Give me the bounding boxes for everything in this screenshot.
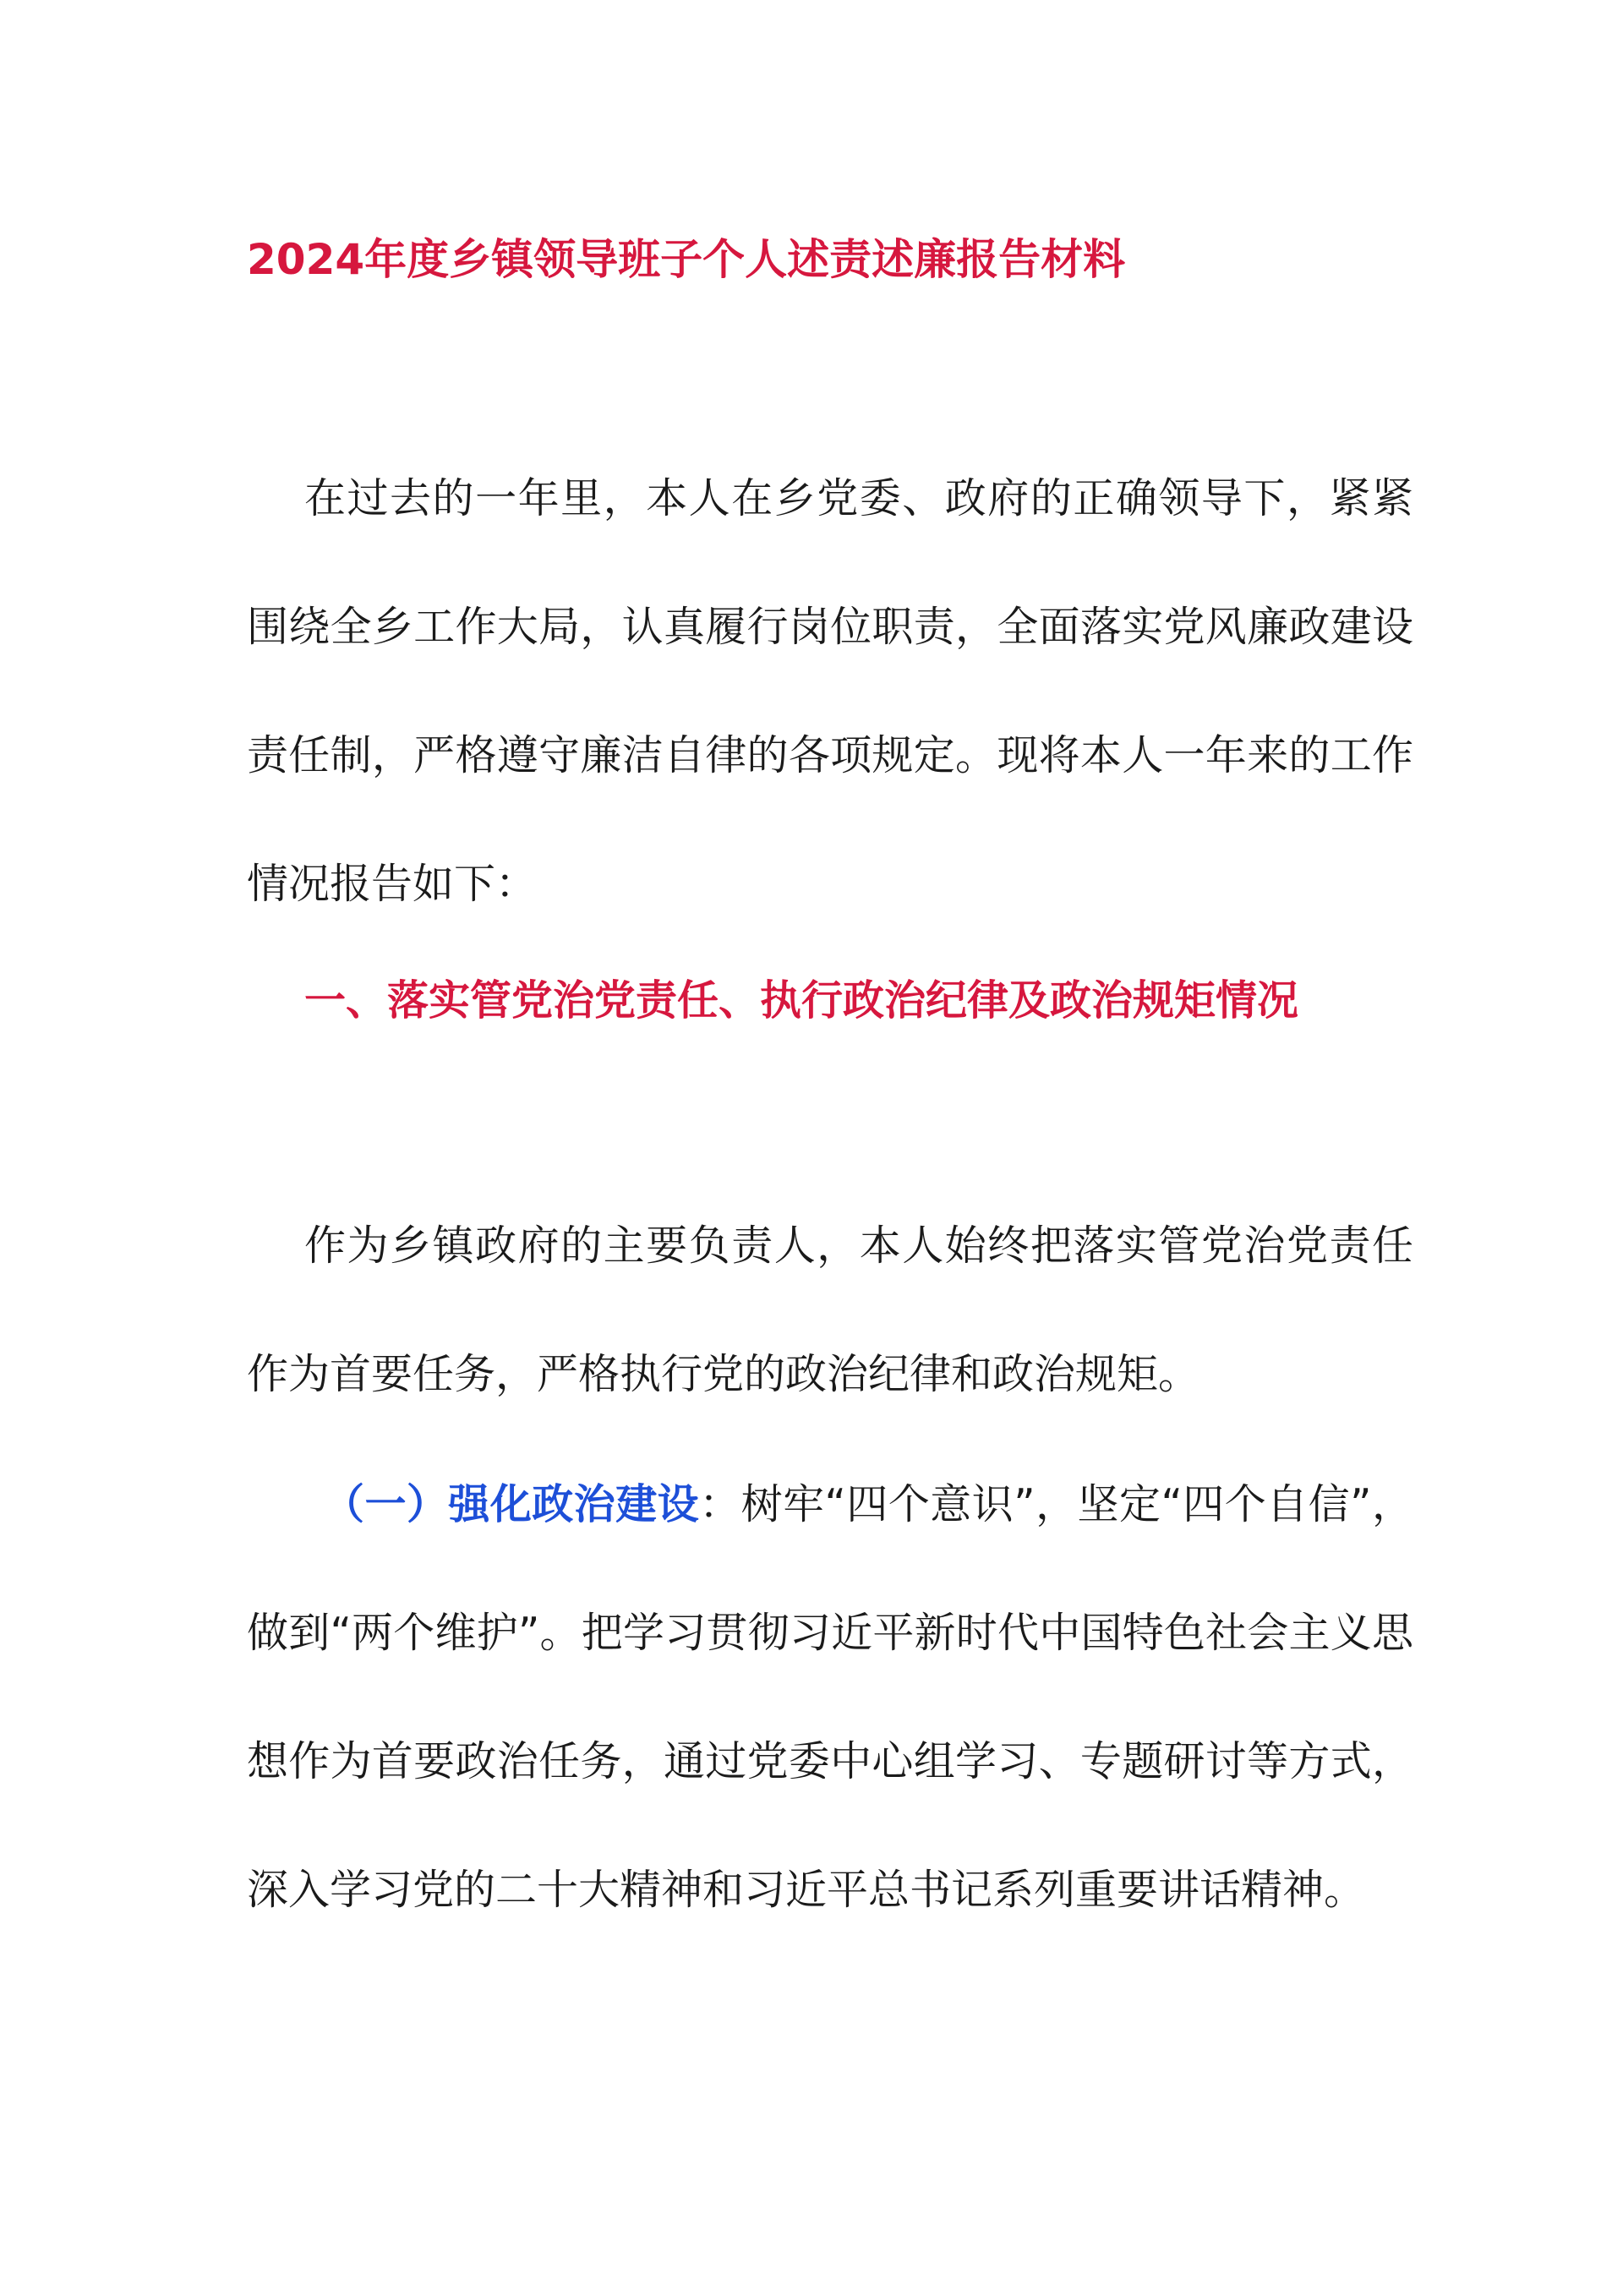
intro-paragraph: 在过去的一年里，本人在乡党委、政府的正确领导下，紧紧围绕全乡工作大局，认真履行岗位职责，全面落实党风廉政建设责任制，严格遵守廉洁自律的各项规定。现将本人一年来的工作情况报告如下：: [247, 474, 1413, 908]
subsection-1-paragraph: [247, 1440, 1413, 1954]
section-1-heading: 一、落实管党治党责任、执行政治纪律及政治规矩情况: [304, 976, 1299, 1025]
subsection-1-heading: （一）强化政治建设: [323, 1480, 700, 1528]
section-1-paragraph: 作为乡镇政府的主要负责人，本人始终把落实管党治党责任作为首要任务，严格执行党的政治纪律和政治规矩。: [247, 1222, 1413, 1398]
document-title: 2024年度乡镇领导班子个人述责述廉报告材料: [247, 235, 1126, 284]
subsection-1-text: ：树牢“四个意识”，坚定“四个自信”，做到“两个维护”。把学习贯彻习近平新时代中国特色社会主义思想作为首要政治任务，通过党委中心组学习、专题研讨等方式，深入学习党的二十大精神和习近平总书记系列重要讲话精神。: [247, 1480, 1413, 1914]
